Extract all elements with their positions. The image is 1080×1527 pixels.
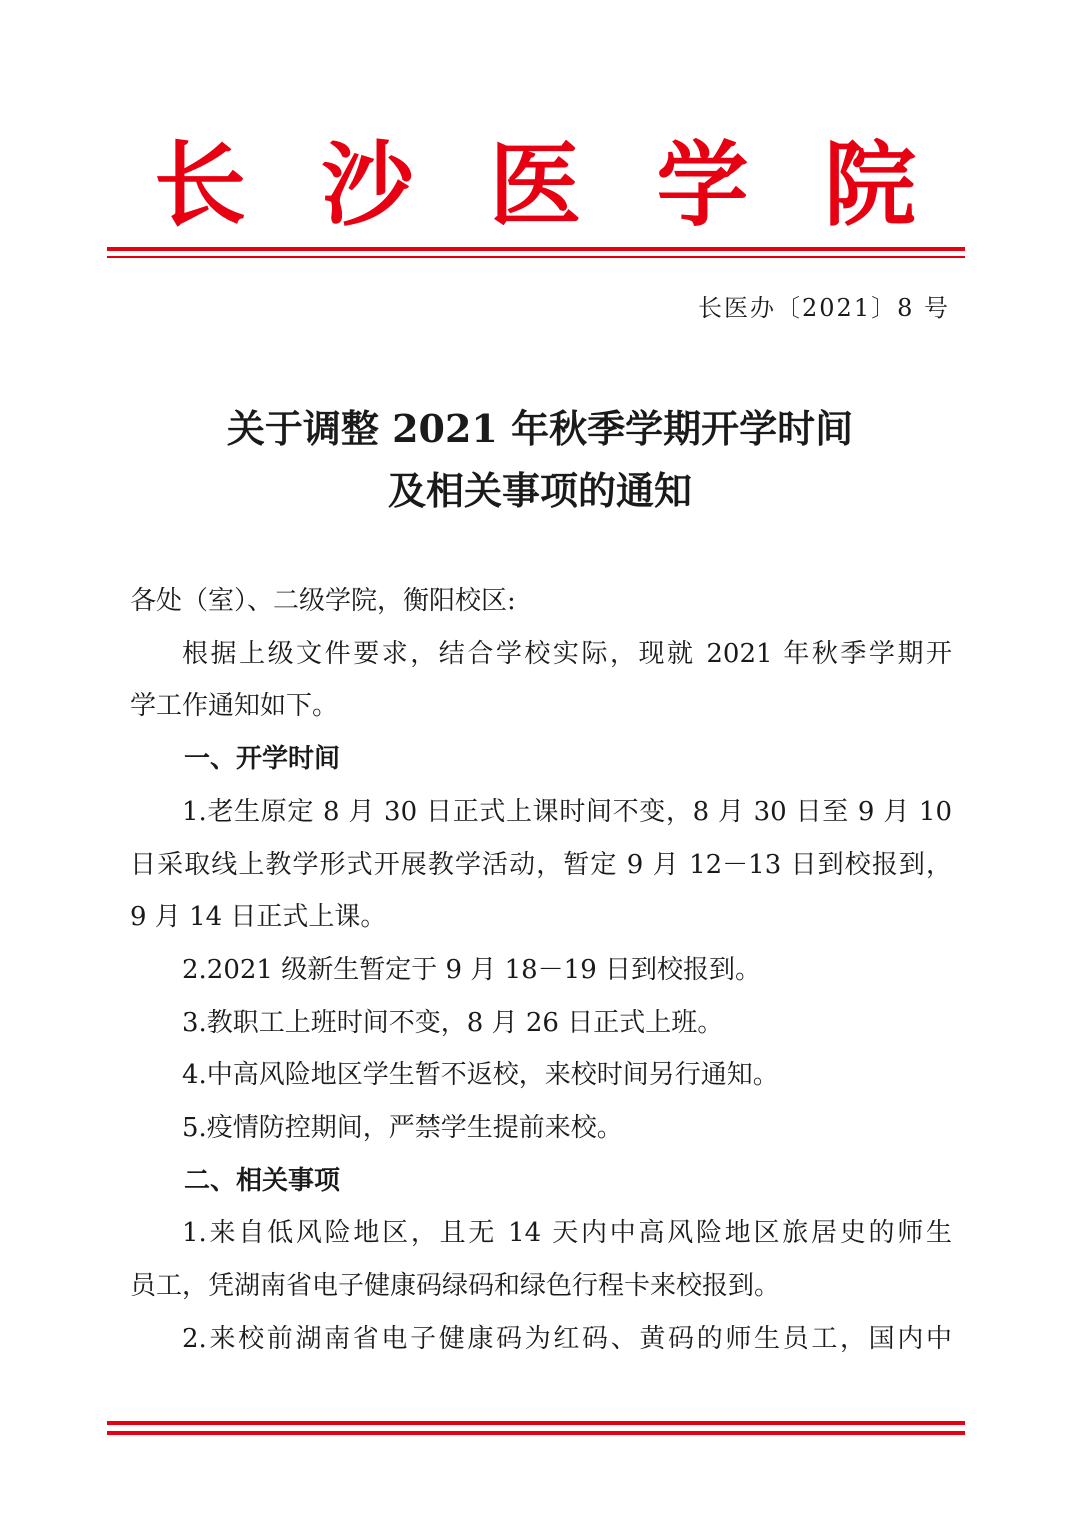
s1-item5: 5.疫情防控期间，严禁学生提前来校。 — [182, 1113, 623, 1144]
s1-item1-line-1: 1.老生原定 8 月 30 日正式上课时间不变，8 月 30 日至 9 月 10 — [182, 796, 952, 827]
header-rule-thick — [107, 247, 965, 251]
header-rule-thin — [107, 256, 965, 258]
title-line-1: 关于调整 2021 年秋季学期开学时间 — [226, 406, 854, 451]
footer-rule-thin — [107, 1431, 965, 1435]
section-heading-1: 一、开学时间 — [184, 744, 341, 775]
s1-item1-line-2: 日采取线上教学形式开展教学活动，暂定 9 月 12－13 日到校报到， — [130, 849, 952, 880]
footer-rule-thick — [107, 1421, 965, 1425]
institution-masthead — [150, 130, 920, 240]
s2-item2-line-1: 2.来校前湖南省电子健康码为红码、黄码的师生员工，国内中 — [182, 1323, 952, 1354]
document-body — [130, 575, 952, 1366]
title-line-2: 及相关事项的通知 — [387, 468, 692, 513]
intro-line-2: 学工作通知如下。 — [130, 691, 339, 722]
s1-item1-line-3: 9 月 14 日正式上课。 — [130, 902, 387, 933]
section-heading-2: 二、相关事项 — [184, 1165, 341, 1196]
salutation: 各处（室）、二级学院，衡阳校区: — [130, 586, 516, 616]
document-title — [0, 398, 1080, 522]
intro-line-1: 根据上级文件要求，结合学校实际，现就 2021 年秋季学期开 — [182, 638, 952, 669]
masthead-char: 学 — [656, 131, 749, 239]
s1-item3: 3.教职工上班时间不变，8 月 26 日正式上班。 — [182, 1007, 724, 1038]
s2-item1-line-1: 1.来自低风险地区，且无 14 天内中高风险地区旅居史的师生 — [182, 1218, 952, 1249]
masthead-char: 长 — [153, 131, 246, 239]
masthead-char: 院 — [823, 131, 916, 239]
masthead-char: 沙 — [321, 131, 414, 239]
s1-item4: 4.中高风险地区学生暂不返校，来校时间另行通知。 — [182, 1060, 779, 1091]
masthead-char: 医 — [488, 131, 581, 239]
s1-item2: 2.2021 级新生暂定于 9 月 18－19 日到校报到。 — [182, 954, 762, 985]
document-number: 长医办〔2021〕8 号 — [698, 294, 950, 322]
s2-item1-line-2: 员工，凭湖南省电子健康码绿码和绿色行程卡来校报到。 — [130, 1271, 781, 1302]
